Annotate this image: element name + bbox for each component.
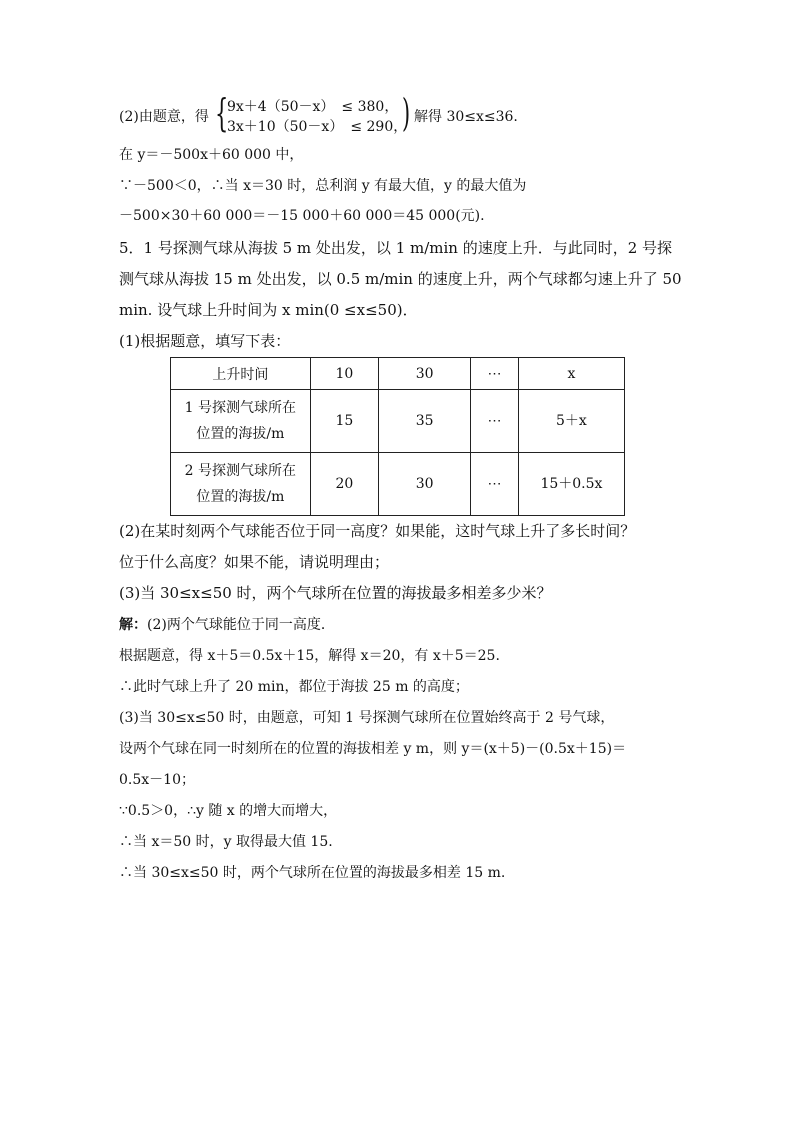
compute-line: －500×30＋60 000＝－15 000＋60 000＝45 000(元).: [119, 208, 485, 224]
right-brace: ): [402, 91, 411, 135]
table-header-cell: 30: [379, 358, 471, 390]
table-row: [171, 453, 625, 516]
table-row: [171, 390, 625, 453]
table-cell: 15＋0.5x: [518, 453, 624, 516]
table-header-cell: 上升时间: [171, 358, 311, 390]
row-label-line: 2 号探测气球所在: [184, 463, 297, 479]
table-header-cell: 10: [310, 358, 378, 390]
function-line: 在 y＝－500x＋60 000 中，: [119, 147, 304, 163]
question3: (3)当 30≤x≤50 时，两个气球所在位置的海拔最多相差多少米？: [119, 584, 552, 602]
left-brace: {: [215, 91, 229, 135]
solution-line8: ∴当 x＝50 时，y 取得最大值 15.: [119, 834, 333, 850]
question1: (1)根据题意，填写下表：: [119, 332, 291, 350]
table-cell: ⋯: [471, 453, 519, 516]
solution-line1: [119, 616, 335, 634]
table-cell: 30: [379, 453, 471, 516]
solution-line9: ∴当 30≤x≤50 时，两个气球所在位置的海拔最多相差 15 m.: [119, 865, 506, 881]
solution-label: 解：: [119, 617, 147, 633]
table-cell: ⋯: [471, 390, 519, 453]
altitude-table: [170, 357, 625, 516]
because-line: ∵－500＜0，∴当 x＝30 时，总利润 y 有最大值，y 的最大值为: [119, 178, 527, 194]
solution-text: (2)两个气球能位于同一高度．: [147, 617, 335, 633]
table-cell: 15: [310, 390, 378, 453]
system-prefix: (2)由题意，得: [119, 109, 209, 125]
row-label-line: 位置的海拔/m: [196, 489, 285, 505]
table-row-label: [171, 453, 311, 516]
solution-line2: 根据题意，得 x＋5＝0.5x＋15，解得 x＝20，有 x＋5＝25.: [119, 648, 500, 664]
question2-line1: (2)在某时刻两个气球能否位于同一高度？如果能，这时气球上升了多长时间？: [119, 522, 636, 540]
solution-line6: 0.5x－10；: [119, 772, 195, 788]
system-result: 解得 30≤x≤36.: [414, 109, 518, 125]
problem5-line2: 测气球从海拔 15 m 处出发，以 0.5 m/min 的速度上升，两个气球都匀速上升了 50: [119, 270, 682, 288]
inequality-2: 3x＋10（50－x） ≤ 290，: [227, 119, 408, 135]
solution-line5: 设两个气球在同一时刻所在的位置的海拔相差 y m，则 y＝(x＋5)－(0.5x＋15)＝: [119, 741, 627, 757]
row-label-line: 位置的海拔/m: [196, 426, 285, 442]
solution-line3: ∴此时气球上升了 20 min，都位于海拔 25 m 的高度；: [119, 679, 469, 695]
inequality-1: 9x＋4（50－x） ≤ 380，: [227, 99, 399, 115]
question2-line2: 位于什么高度？如果不能，请说明理由；: [119, 553, 390, 571]
problem5-line3: min. 设气球上升时间为 x min(0 ≤x≤50)．: [119, 301, 418, 319]
row-label-line: 1 号探测气球所在: [184, 400, 297, 416]
table-header-cell: ⋯: [471, 358, 519, 390]
table-cell: 35: [379, 390, 471, 453]
table-header-cell: x: [518, 358, 624, 390]
problem5-line1: 5．1 号探测气球从海拔 5 m 处出发，以 1 m/min 的速度上升．与此同时，2 号探: [119, 239, 673, 257]
solution-line4: (3)当 30≤x≤50 时，由题意，可知 1 号探测气球所在位置始终高于 2 号气球，: [119, 710, 615, 726]
solution-line7: ∵0.5＞0，∴y 随 x 的增大而增大，: [119, 803, 338, 819]
table-cell: 5＋x: [518, 390, 624, 453]
table-cell: 20: [310, 453, 378, 516]
table-row: [171, 358, 625, 390]
table-row-label: [171, 390, 311, 453]
